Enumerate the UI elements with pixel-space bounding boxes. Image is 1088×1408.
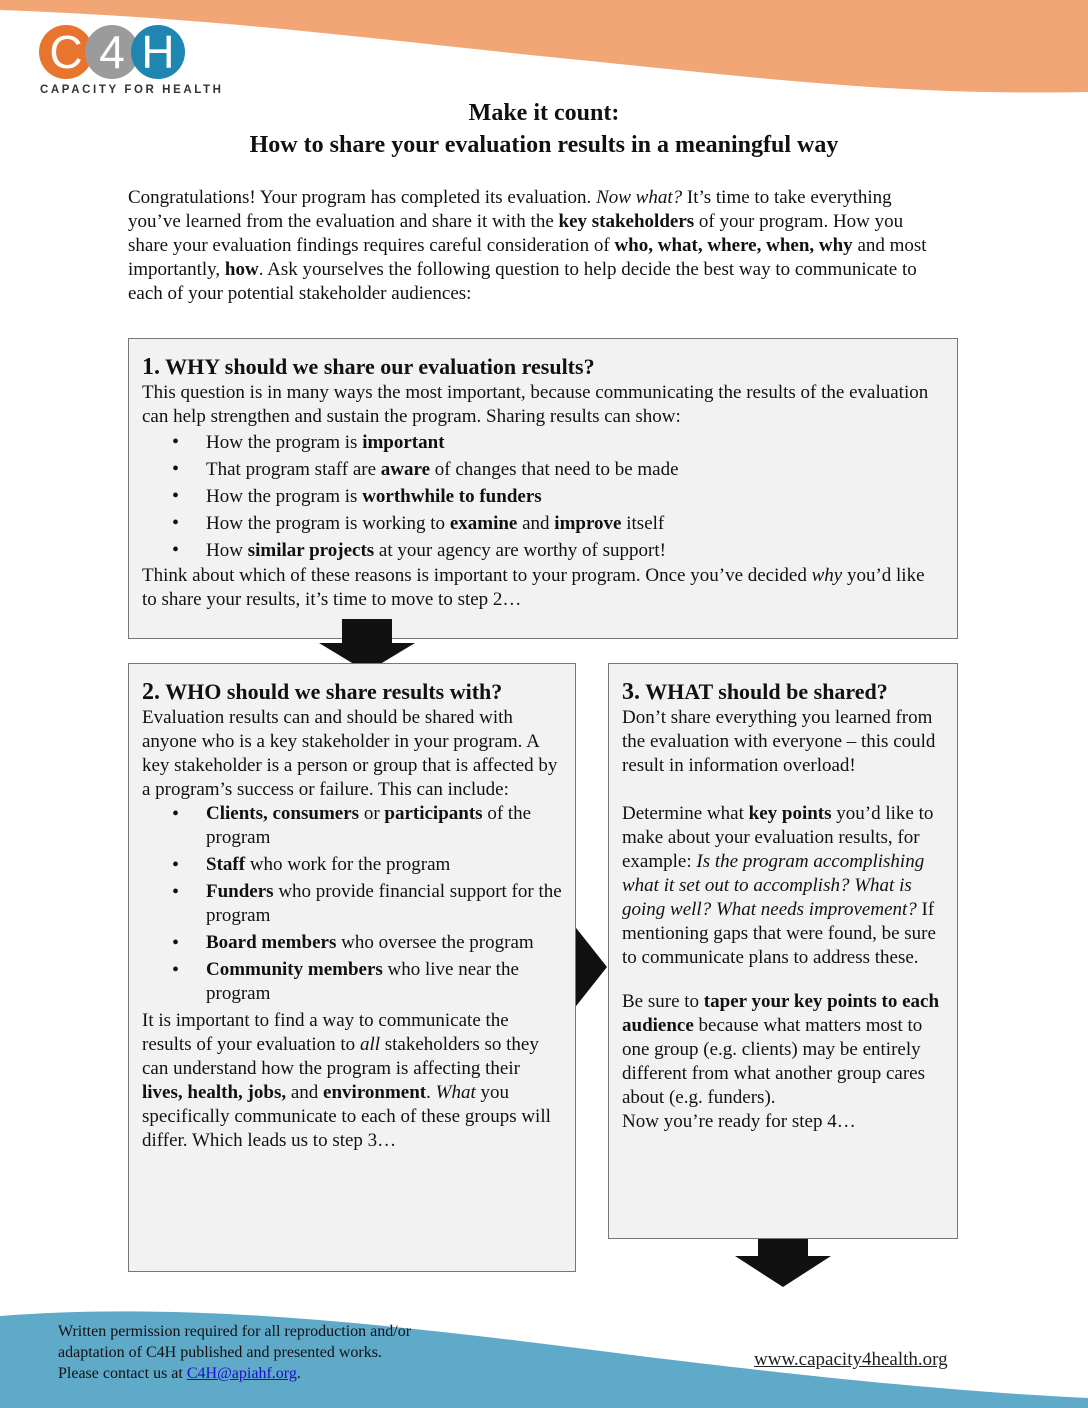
title-line-1: Make it count: — [468, 100, 620, 126]
step1-closing — [142, 564, 944, 612]
intro-italic: Now what? — [596, 187, 683, 208]
title-line-2: How to share your evaluation results in a meaningful way — [249, 132, 839, 158]
bullet-bold: worthwhile to funders — [362, 486, 542, 507]
para-text: because what matters most to one group (e.g. clients) may be entirely different from what another group cares about (e.g. funders). — [622, 1015, 925, 1108]
step2-heading — [142, 678, 562, 706]
intro-text: . Ask yourselves the following question to help decide the best way to communicate to each of your potential stakeholder audiences: — [128, 259, 917, 304]
step1-bullet-list — [142, 429, 944, 564]
closing-text: . — [426, 1082, 436, 1103]
list-item — [142, 537, 944, 564]
closing-italic: why — [811, 565, 843, 586]
bullet-bold: similar projects — [247, 540, 375, 561]
step1-box — [128, 338, 958, 639]
bullet-text: How — [206, 540, 248, 561]
logo-letter-c: C — [49, 26, 83, 78]
para-bold: taper your key points to each audience — [622, 991, 940, 1036]
bullet-text: How the program is — [206, 432, 363, 453]
closing-text: Think about which of these reasons is important to your program. Once you’ve decided — [142, 565, 812, 586]
bullet-bold: participants — [384, 803, 483, 824]
email-link[interactable]: C4H@apiahf.org — [186, 1365, 297, 1382]
bullet-text: How the program is — [206, 486, 363, 507]
para-text: Be sure to — [622, 991, 704, 1012]
footer-text: . — [296, 1365, 301, 1382]
footer-permission-note — [58, 1321, 411, 1384]
footer-text: Please contact us at — [58, 1365, 187, 1382]
step2-paragraph: Evaluation results can and should be shared with anyone who is a key stakeholder in your program. A key stakeholder is a person or group that is affected by a program’s success or failure. This can include: — [142, 707, 558, 800]
closing-text: It is important to find a way to communicate the results of your evaluation to — [142, 1010, 509, 1055]
footer-line: adaptation of C4H published and presented works. — [58, 1344, 382, 1361]
list-item — [142, 510, 944, 537]
logo-tagline: CAPACITY FOR HEALTH — [40, 84, 224, 96]
intro-text: It’s time to take everything you’ve learned from the evaluation and share it with the — [128, 187, 892, 232]
bullet-bold: improve — [554, 513, 622, 534]
closing-bold: environment — [323, 1082, 427, 1103]
step1-heading — [142, 353, 944, 381]
para-text: If mentioning gaps that were found, be sure to communicate plans to address these. — [622, 899, 936, 968]
intro-text: and most importantly, — [128, 235, 927, 280]
bullet-text: of changes that need to be made — [430, 459, 679, 480]
intro-bold: who, what, where, when, why — [614, 235, 853, 256]
para-text: Determine what — [622, 803, 749, 824]
para-bold: key points — [748, 803, 832, 824]
bullet-bold: Funders — [206, 881, 274, 902]
c4h-logo-circles — [38, 24, 188, 84]
step3-heading-text: WHAT should be shared? — [645, 679, 888, 704]
bullet-text: of the program — [206, 803, 532, 848]
footer-contact-line — [58, 1363, 411, 1384]
logo-letter-h: H — [141, 26, 175, 78]
list-item — [142, 853, 562, 877]
intro-bold: how — [224, 259, 259, 280]
bullet-bold: important — [362, 432, 445, 453]
step2-heading-text: WHO should we share results with? — [165, 679, 503, 704]
step2-closing — [142, 1009, 562, 1153]
intro-text: Congratulations! Your program has completed its evaluation. — [128, 187, 597, 208]
bullet-bold: aware — [380, 459, 431, 480]
closing-bold: lives, health, jobs, — [142, 1082, 287, 1103]
bullet-bold: Community members — [206, 959, 383, 980]
step1-number: 1. — [142, 354, 160, 380]
intro-bold: key stakeholders — [558, 211, 695, 232]
step2-box — [128, 663, 576, 1272]
list-item — [142, 429, 944, 456]
bullet-bold: Staff — [206, 854, 246, 875]
step3-paragraph-2 — [622, 802, 944, 970]
footer-line: Written permission required for all reproduction and/or — [58, 1323, 412, 1340]
list-item — [142, 802, 562, 850]
step1-paragraph: This question is in many ways the most important, because communicating the results of the evaluation can help strengthen and sustain the program. Sharing results can show: — [142, 382, 929, 427]
closing-italic: all — [359, 1034, 380, 1055]
bullet-bold: examine — [449, 513, 518, 534]
logo-letter-4: 4 — [99, 26, 125, 78]
step3-paragraph-3 — [622, 990, 944, 1110]
step1-heading-text: WHY should we share our evaluation results? — [165, 354, 595, 379]
intro-paragraph — [128, 186, 928, 306]
list-item — [142, 880, 562, 928]
list-item — [142, 931, 562, 955]
step3-number: 3. — [622, 679, 640, 705]
c4h-logo — [38, 24, 224, 100]
closing-text: you specifically communicate to each of these groups will differ. Which leads us to step 3… — [142, 1082, 551, 1151]
page-title — [0, 97, 1088, 161]
closing-text: and — [286, 1082, 324, 1103]
bullet-text: or — [359, 803, 385, 824]
bullet-text: who live near the program — [206, 959, 519, 1004]
bullet-bold: Clients, consumers — [206, 803, 360, 824]
step2-number: 2. — [142, 679, 160, 705]
bullet-text: who provide financial support for the program — [206, 881, 562, 926]
para-text: you’d like to make about your evaluation results, for example: — [622, 803, 934, 872]
website-link[interactable]: www.capacity4health.org — [754, 1349, 948, 1370]
bullet-text: How the program is working to — [206, 513, 450, 534]
para-italic: Is the program accomplishing what it set out to accomplish? What is going well? What needs improvement? — [622, 851, 925, 920]
closing-text: you’d like to share your results, it’s time to move to step 2… — [142, 565, 925, 610]
step3-box — [608, 663, 958, 1239]
bullet-bold: Board members — [206, 932, 337, 953]
list-item — [142, 483, 944, 510]
step3-paragraph-1: Don’t share everything you learned from the evaluation with everyone – this could result in information overload! — [622, 707, 936, 776]
bullet-text: at your agency are worthy of support! — [374, 540, 666, 561]
list-item — [142, 958, 562, 1006]
step3-next-step: Now you’re ready for step 4… — [622, 1111, 856, 1132]
bullet-text: who oversee the program — [336, 932, 534, 953]
step2-bullet-list — [142, 802, 562, 1006]
closing-italic: What — [435, 1082, 476, 1103]
closing-text: stakeholders so they can understand how the program is affecting their — [142, 1034, 539, 1079]
bullet-text: That program staff are — [206, 459, 381, 480]
bullet-text: and — [517, 513, 555, 534]
bullet-text: who work for the program — [245, 854, 451, 875]
bullet-text: itself — [621, 513, 665, 534]
arrow-down-icon — [734, 1232, 832, 1288]
intro-text: of your program. How you share your evaluation findings requires careful consideration of — [128, 211, 904, 256]
step3-heading — [622, 678, 944, 706]
list-item — [142, 456, 944, 483]
